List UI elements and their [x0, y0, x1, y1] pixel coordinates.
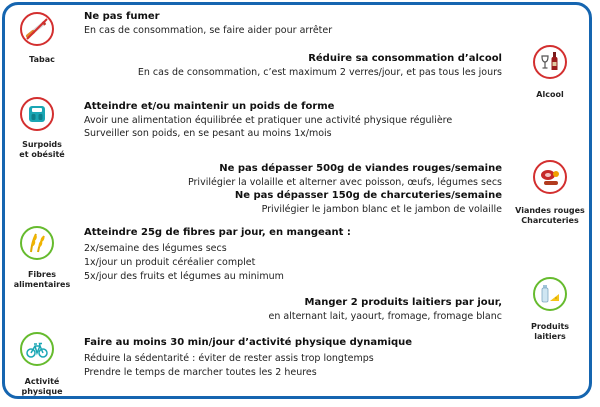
poids-line-2: Surveiller son poids, en se pesant au moins 1x/mois [84, 128, 332, 139]
meat-icon [535, 162, 565, 192]
laitiers-line: en alternant lait, yaourt, fromage, fromage blanc [268, 311, 502, 322]
laitiers-icon-circle [533, 277, 567, 311]
tabac-label: Tabac [29, 55, 55, 64]
wine-icon [535, 47, 565, 77]
activite-icon-circle [20, 332, 54, 366]
activite-title: Faire au moins 30 min/jour d’activité physique dynamique [84, 337, 413, 348]
laitiers-title: Manger 2 produits laitiers par jour, [304, 297, 502, 308]
viandes-title-2: Ne pas dépasser 150g de charcuteries/semaine [234, 190, 502, 201]
fibres-label-1: Fibres [27, 270, 57, 279]
fibres-line-3: 5x/jour des fruits et légumes au minimum [84, 271, 284, 282]
poids-label-2: et obésité [19, 150, 65, 159]
alcool-icon-circle [533, 45, 567, 79]
fibres-label-2: alimentaires [13, 280, 71, 289]
fibres-block [84, 226, 351, 284]
fibres-line-2: 1x/jour un produit céréalier complet [84, 257, 256, 268]
fibres-icon-circle [20, 226, 54, 260]
activite-block [84, 336, 412, 380]
alcool-line: En cas de consommation, c’est maximum 2 verres/jour, et pas tous les jours [137, 67, 502, 78]
activite-label-2: physique [21, 387, 63, 396]
poids-label-1: Surpoids [22, 140, 62, 149]
activite-label-1: Activité [24, 377, 60, 386]
viandes-label-2: Charcuteries [521, 216, 579, 225]
poids-block [84, 100, 452, 140]
scale-icon [22, 99, 52, 129]
bicycle-icon [22, 334, 52, 364]
viandes-icon-circle [533, 160, 567, 194]
activite-line-2: Prendre le temps de marcher toutes les 2 heures [84, 367, 317, 378]
fibres-title: Atteindre 25g de fibres par jour, en mangeant : [84, 227, 351, 238]
alcool-label: Alcool [536, 90, 564, 99]
tabac-icon-circle [20, 12, 54, 46]
poids-line-1: Avoir une alimentation équilibrée et pratiquer une activité physique régulière [84, 115, 453, 126]
viandes-line-2: Privilégier le jambon blanc et le jambon de volaille [261, 204, 502, 215]
tabac-block [84, 10, 332, 37]
poids-icon-circle [20, 97, 54, 131]
viandes-block [188, 162, 502, 216]
laitiers-block [269, 296, 502, 323]
tabac-line: En cas de consommation, se faire aider pour arrêter [84, 25, 333, 36]
cigarette-icon [22, 14, 52, 44]
viandes-line-1: Privilégier la volaille et alterner avec poisson, œufs, légumes secs [187, 177, 502, 188]
viandes-label-1: Viandes rouges [515, 206, 585, 215]
alcool-block [138, 52, 502, 79]
fibres-line-1: 2x/semaine des légumes secs [84, 243, 227, 254]
viandes-title-1: Ne pas dépasser 500g de viandes rouges/semaine [219, 163, 502, 174]
laitiers-label-1: Produits [530, 322, 570, 331]
milk-cheese-icon [535, 279, 565, 309]
activite-line-1: Réduire la sédentarité : éviter de rester assis trop longtemps [84, 353, 374, 364]
alcool-title: Réduire sa consommation d’alcool [308, 53, 502, 64]
poids-title: Atteindre et/ou maintenir un poids de forme [84, 101, 335, 112]
tabac-title: Ne pas fumer [84, 11, 160, 22]
wheat-icon [22, 228, 52, 258]
laitiers-label-2: laitiers [534, 332, 566, 341]
